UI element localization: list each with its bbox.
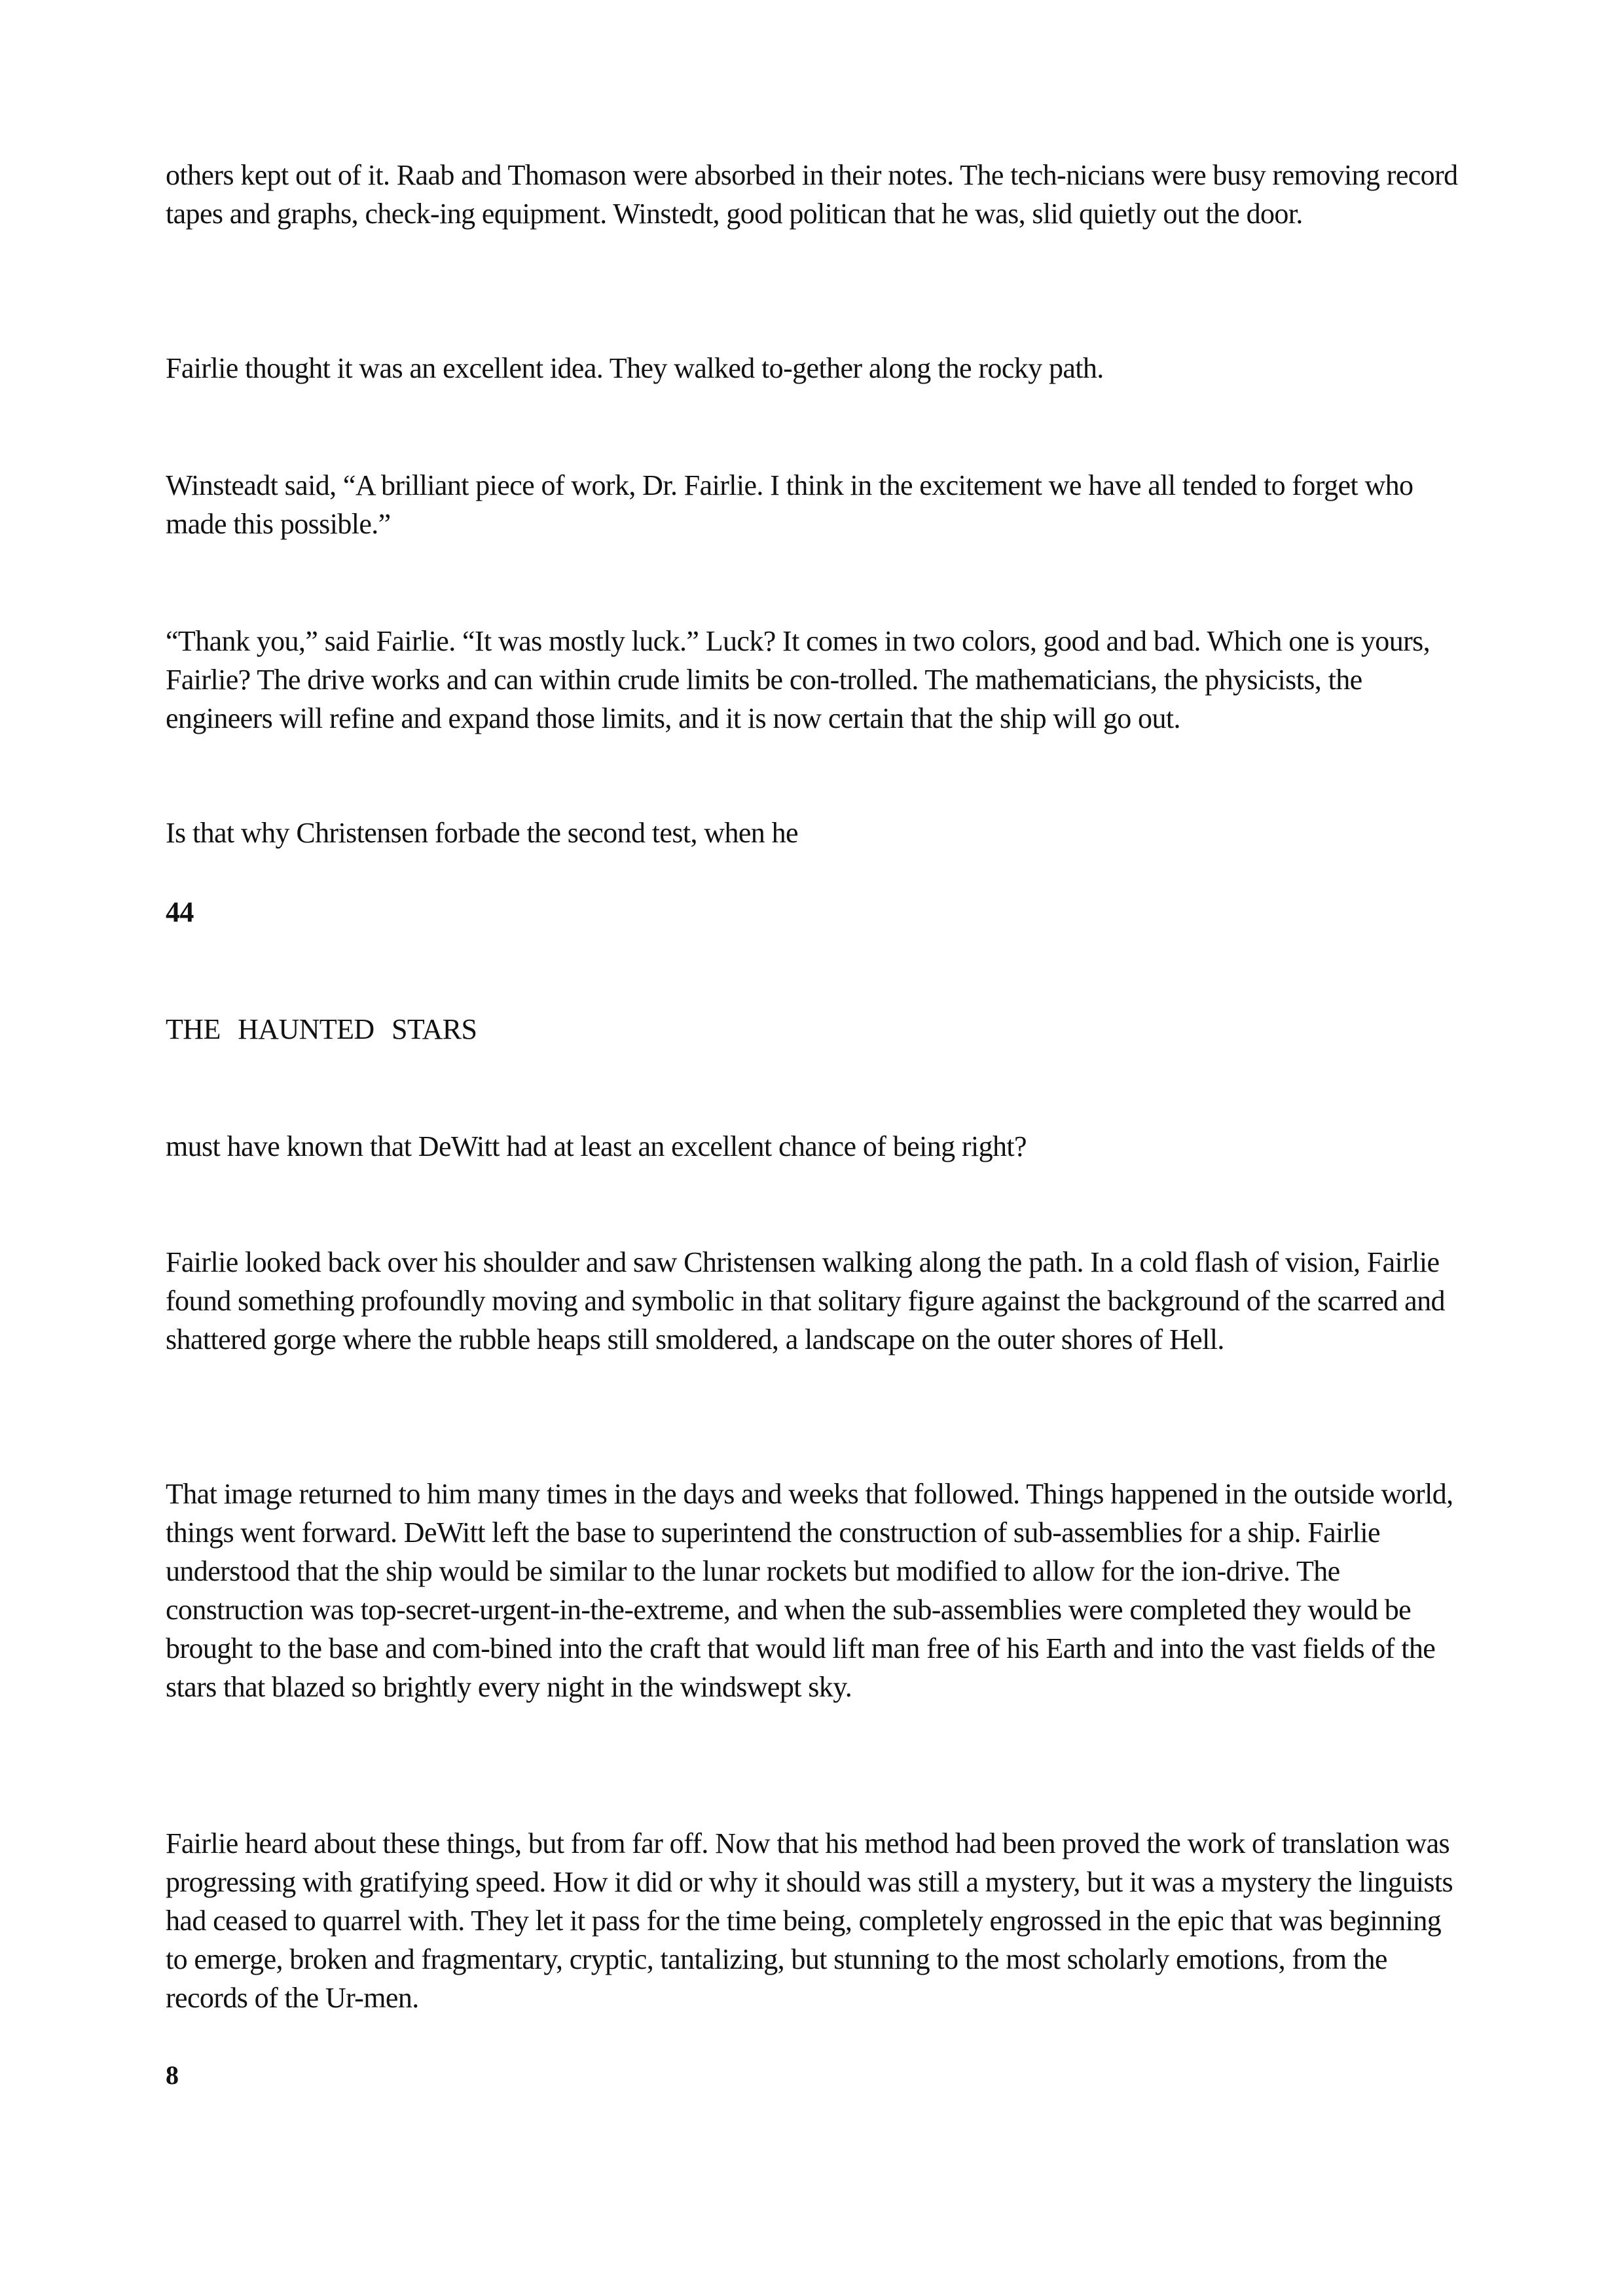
paragraph-5: Is that why Christensen forbade the second test, when he	[166, 817, 798, 849]
paragraph-3: Winsteadt said, “A brilliant piece of work, Dr. Fairlie. I think in the excitement we have all tended to forget who made this possible.”	[166, 469, 1413, 540]
running-head: THE HAUNTED STARS	[166, 1013, 477, 1045]
paragraph-7: Fairlie looked back over his shoulder and saw Christensen walking along the path. In a cold flash of vision, Fairlie found something profoundly moving and symbolic in that solitary figure against the background of the scarred and shattered gorge where the rubble heaps still smoldered, a landscape on the outer shores of Hell.	[166, 1246, 1445, 1355]
book-page-number: 44	[166, 896, 194, 928]
paragraph-9: Fairlie heard about these things, but from far off. Now that his method had been proved the work of translation was progressing with gratifying speed. How it did or why it should was still a mystery, but it was a mystery the linguists had ceased to quarrel with. They let it pass for the time being, completely engrossed in the epic that was beginning to emerge, broken and fragmentary, cryptic, tantalizing, but stunning to the most scholarly emotions, from the records of the Ur-men.	[166, 1827, 1453, 2014]
paragraph-1: others kept out of it. Raab and Thomason were absorbed in their notes. The tech-nicians were busy removing record tapes and graphs, check-ing equipment. Winstedt, good politican that he was, slid quietly out the door.	[166, 159, 1458, 230]
paragraph-6: must have known that DeWitt had at least an excellent chance of being right?	[166, 1130, 1027, 1162]
paragraph-8: That image returned to him many times in the days and weeks that followed. Things happened in the outside world, things went forward. DeWitt left the base to superintend the construction of sub-assemblies for a ship. Fairlie understood that the ship would be similar to the lunar rockets but modified to allow for the ion-drive. The construction was top-secret-urgent-in-the-extreme, and when the sub-assemblies were completed they would be brought to the base and com-bined into the craft that would lift man free of his Earth and into the vast fields of the stars that blazed so brightly every night in the windswept sky.	[166, 1478, 1453, 1703]
paragraph-4: “Thank you,” said Fairlie. “It was mostly luck.” Luck? It comes in two colors, good and bad. Which one is yours, Fairlie? The drive works and can within crude limits be con-trolled. The mathematicians, the physicists, the engineers will refine and expand those limits, and it is now certain that the ship will go out.	[166, 625, 1431, 734]
paragraph-2: Fairlie thought it was an excellent idea. They walked to-gether along the rocky path.	[166, 352, 1104, 384]
footer-page-number: 8	[166, 2060, 179, 2090]
